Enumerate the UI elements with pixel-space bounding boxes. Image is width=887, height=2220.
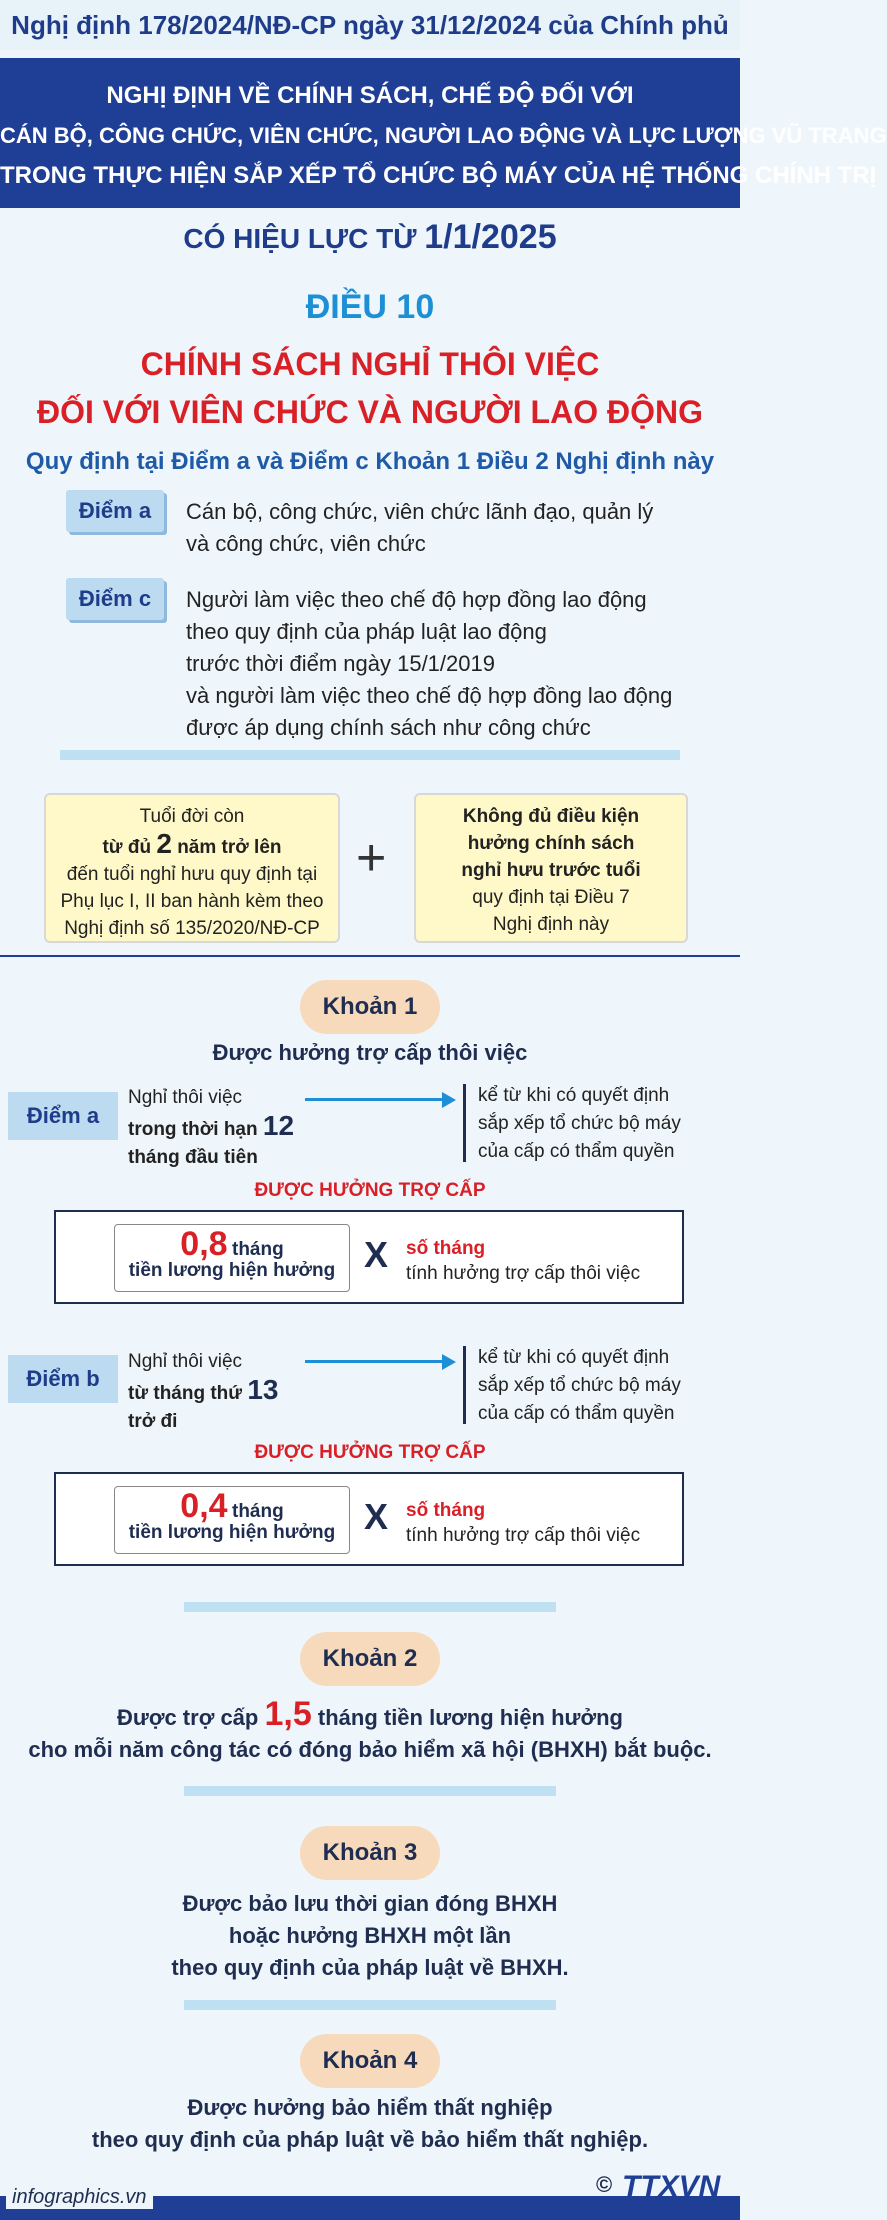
- formula-b-inner: [114, 1486, 350, 1554]
- khoan2-line: cho mỗi năm công tác có đóng bảo hiểm xã hội (BHXH) bắt buộc.: [28, 1737, 712, 1762]
- detail-line: kể từ khi có quyết định: [478, 1085, 670, 1106]
- condition-line: Tuổi đời còn: [139, 806, 245, 827]
- condition-left-box: [44, 793, 340, 943]
- khoan4-line: Được hưởng bảo hiểm thất nghiệp: [187, 2095, 553, 2120]
- formula-a-box: [54, 1210, 684, 1304]
- detail-line: của cấp có thẩm quyền: [478, 1141, 675, 1162]
- section-line: [0, 955, 740, 957]
- khoan1-point-a-badge: Điểm a: [8, 1092, 118, 1140]
- point-line: và người làm việc theo chế độ hợp đồng lao động: [186, 683, 673, 708]
- khoan2-number: 1,5: [264, 1695, 312, 1733]
- arrow-icon: [442, 1092, 456, 1108]
- formula-b-box: [54, 1472, 684, 1566]
- policy-line: ĐỐI VỚI VIÊN CHỨC VÀ NGƯỜI LAO ĐỘNG: [37, 394, 703, 430]
- khoan1-point-b-badge: Điểm b: [8, 1355, 118, 1403]
- condition-line: đến tuổi nghỉ hưu quy định tại: [66, 864, 318, 885]
- header-line: TRONG THỰC HIỆN SẮP XẾP TỔ CHỨC BỘ MÁY CỦA HỆ THỐNG CHÍNH TRỊ: [0, 162, 877, 189]
- khoan3-line: hoặc hưởng BHXH một lần: [228, 1923, 512, 1948]
- khoan1-subhead: Được hưởng trợ cấp thôi việc: [212, 1040, 528, 1065]
- benefit-heading: ĐƯỢC HƯỞNG TRỢ CẤP: [254, 1180, 486, 1201]
- effective-date-value: 1/1/2025: [424, 218, 557, 256]
- detail-line: Nghỉ thôi việc: [128, 1087, 243, 1108]
- khoan2-text-part: Được trợ cấp: [117, 1705, 259, 1730]
- divider: [184, 1786, 556, 1796]
- detail-number: 12: [262, 1110, 295, 1141]
- point-line: theo quy định của pháp luật lao động: [186, 619, 547, 644]
- benefit-heading: ĐƯỢC HƯỞNG TRỢ CẤP: [254, 1442, 486, 1463]
- multiply-icon: X: [364, 1234, 389, 1275]
- copyright-icon: ©: [596, 2172, 613, 2197]
- policy-title: [0, 340, 740, 436]
- arrow-line: [305, 1098, 445, 1101]
- point-c-text: [186, 584, 726, 744]
- condition-line: [46, 830, 338, 861]
- policy-line: CHÍNH SÁCH NGHỈ THÔI VIỆC: [140, 346, 600, 382]
- detail-line: Nghỉ thôi việc: [128, 1351, 243, 1372]
- khoan3-line: Được bảo lưu thời gian đóng BHXH: [182, 1891, 558, 1916]
- detail-text: từ tháng thứ: [128, 1383, 243, 1404]
- header-line: CÁN BỘ, CÔNG CHỨC, VIÊN CHỨC, NGƯỜI LAO ĐỘNG VÀ LỰC LƯỢNG VŨ TRANG: [0, 123, 887, 148]
- detail-line: kể từ khi có quyết định: [478, 1347, 670, 1368]
- point-a-badge: Điểm a: [66, 490, 164, 532]
- khoan1-a-right: [478, 1082, 728, 1166]
- detail-line: sắp xếp tổ chức bộ máy: [478, 1375, 681, 1396]
- khoan4-line: theo quy định của pháp luật về bảo hiểm thất nghiệp.: [91, 2127, 649, 2152]
- regulated-note: Quy định tại Điểm a và Điểm c Khoản 1 Điều 2 Nghị định này: [25, 448, 715, 475]
- detail-number: 13: [247, 1374, 279, 1405]
- khoan1-badge: Khoản 1: [300, 980, 440, 1034]
- condition-line: hưởng chính sách: [467, 833, 635, 854]
- khoan2-text-part: tháng tiền lương hiện hưởng: [317, 1705, 623, 1730]
- multiply-icon: X: [364, 1496, 389, 1537]
- khoan1-b-left: [128, 1348, 308, 1436]
- site-link[interactable]: infographics.vn: [6, 2186, 153, 2209]
- header-line: NGHỊ ĐỊNH VỀ CHÍNH SÁCH, CHẾ ĐỘ ĐỐI VỚI: [106, 82, 634, 109]
- khoan4-text: [0, 2092, 740, 2156]
- point-c-badge: Điểm c: [66, 578, 164, 620]
- formula-a-inner: [114, 1224, 350, 1292]
- plus-icon: +: [356, 829, 387, 887]
- formula-label: số tháng: [406, 1500, 486, 1521]
- condition-text: từ đủ: [102, 837, 152, 858]
- point-line: Cán bộ, công chức, viên chức lãnh đạo, quản lý: [186, 499, 654, 524]
- effective-date: [0, 218, 740, 257]
- formula-desc: tính hưởng trợ cấp thôi việc: [406, 1263, 641, 1284]
- header-banner: [0, 58, 887, 208]
- khoan3-badge: Khoản 3: [300, 1826, 440, 1880]
- condition-line: nghỉ hưu trước tuổi: [461, 860, 641, 881]
- formula-num-line: [115, 1225, 349, 1264]
- effective-label: CÓ HIỆU LỰC TỪ: [183, 223, 417, 254]
- detail-line: [128, 1376, 308, 1436]
- detail-line: sắp xếp tổ chức bộ máy: [478, 1113, 681, 1134]
- point-line: và công chức, viên chức: [186, 531, 426, 556]
- formula-sub: tiền lương hiện hưởng: [128, 1260, 336, 1281]
- khoan1-a-left: [128, 1084, 308, 1172]
- vertical-bar: [463, 1346, 466, 1424]
- formula-unit: tháng: [232, 1501, 284, 1522]
- condition-line: quy định tại Điều 7: [472, 887, 630, 908]
- detail-line: [128, 1112, 308, 1172]
- divider: [60, 750, 680, 760]
- formula-unit: tháng: [232, 1239, 284, 1260]
- condition-text: năm trở lên: [177, 837, 282, 858]
- khoan4-badge: Khoản 4: [300, 2034, 440, 2088]
- point-line: được áp dụng chính sách như công chức: [186, 715, 591, 740]
- khoan3-line: theo quy định của pháp luật về BHXH.: [171, 1955, 569, 1980]
- khoan2-text: [0, 1695, 740, 1766]
- arrow-icon: [442, 1354, 456, 1370]
- arrow-line: [305, 1360, 445, 1363]
- point-line: Người làm việc theo chế độ hợp đồng lao động: [186, 587, 647, 612]
- detail-text: trong thời hạn: [128, 1119, 258, 1140]
- formula-label: số tháng: [406, 1238, 486, 1259]
- condition-line: Phụ lục I, II ban hành kèm theo: [60, 891, 324, 912]
- formula-b-right: [406, 1500, 676, 1550]
- condition-right-box: [414, 793, 688, 943]
- ttxvn-logo: TTXVN: [622, 2170, 721, 2203]
- detail-text: trở đi: [128, 1411, 178, 1432]
- khoan3-text: [0, 1888, 740, 1984]
- khoan2-line: [0, 1695, 740, 1734]
- divider: [184, 1602, 556, 1612]
- point-line: trước thời điểm ngày 15/1/2019: [186, 651, 495, 676]
- detail-line: của cấp có thẩm quyền: [478, 1403, 675, 1424]
- detail-text: tháng đầu tiên: [128, 1147, 258, 1168]
- formula-desc: tính hưởng trợ cấp thôi việc: [406, 1525, 641, 1546]
- condition-number: 2: [156, 828, 172, 859]
- top-title: Nghị định 178/2024/NĐ-CP ngày 31/12/2024 của Chính phủ: [0, 0, 740, 50]
- formula-number: 0,8: [180, 1225, 228, 1263]
- formula-sub: tiền lương hiện hưởng: [128, 1522, 336, 1543]
- khoan2-badge: Khoản 2: [300, 1632, 440, 1686]
- khoan1-b-right: [478, 1344, 728, 1428]
- vertical-bar: [463, 1084, 466, 1162]
- formula-number: 0,4: [180, 1487, 228, 1525]
- condition-line: Nghị định này: [492, 914, 610, 935]
- point-a-text: [186, 496, 706, 560]
- divider: [184, 2000, 556, 2010]
- condition-line: Không đủ điều kiện: [462, 806, 640, 827]
- condition-line: Nghị định số 135/2020/NĐ-CP: [64, 918, 320, 939]
- formula-a-right: [406, 1238, 676, 1288]
- formula-num-line: [115, 1487, 349, 1526]
- article-title: ĐIỀU 10: [305, 288, 435, 326]
